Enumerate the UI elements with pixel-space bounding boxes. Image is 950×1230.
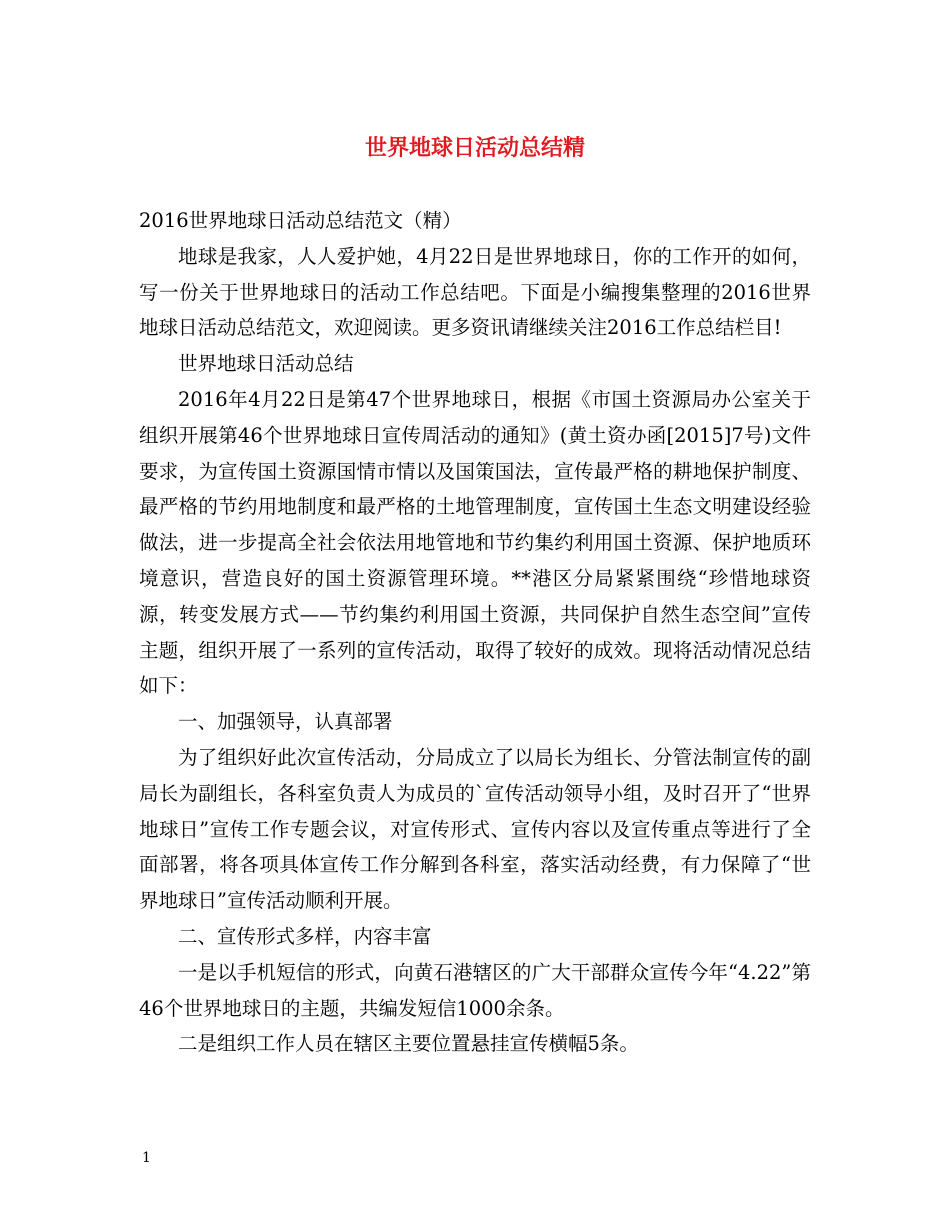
body-paragraph: 为了组织好此次宣传活动，分局成立了以局长为组长、分管法制宣传的副局长为副组长，各科室负责人为成员的`宣传活动领导小组，及时召开了“世界地球日”宣传工作专题会议，对宣传形式、宣传内容以及宣传重点等进行了全面部署，将各项具体宣传工作分解到各科室，落实活动经费，有力保障了“世界地球日”宣传活动顺利开展。 xyxy=(139,745,811,913)
body-paragraph: 二是组织工作人员在辖区主要位置悬挂宣传横幅5条。 xyxy=(178,1032,639,1056)
page-number: 1 xyxy=(142,1150,151,1166)
body-paragraph: 2016年4月22日是第47个世界地球日，根据《市国土资源局办公室关于组织开展第46个世界地球日宣传周活动的通知》(黄土资办函[2015]7号)文件要求，为宣传国土资源国情市情以及国策国法，宣传最严格的耕地保护制度、最严格的节约用地制度和最严格的土地管理制度，宣传国土生态文明建设经验做法，进一步提高全社会依法用地管地和节约集约利用国土资源、保护地质环境意识，营造良好的国土资源管理环境。**港区分局紧紧围绕“珍惜地球资源，转变发展方式——节约集约利用国土资源，共同保护自然生态空间”宣传主题，组织开展了一系列的宣传活动，取得了较好的成效。现将活动情况总结如下： xyxy=(139,387,811,698)
intro-paragraph: 地球是我家，人人爱护她，4月22日是世界地球日，你的工作开的如何，写一份关于世界地球日的活动工作总结吧。下面是小编搜集整理的2016世界地球日活动总结范文，欢迎阅读。更多资讯请继续关注2016工作总结栏目! xyxy=(139,244,811,340)
section-heading: 二、宣传形式多样，内容丰富 xyxy=(178,924,432,948)
section-heading: 世界地球日活动总结 xyxy=(178,352,354,376)
document-body xyxy=(139,203,811,1062)
body-paragraph: 一是以手机短信的形式，向黄石港辖区的广大干部群众宣传今年“4.22”第46个世界地球日的主题，共编发短信1000余条。 xyxy=(139,960,811,1020)
section-heading: 一、加强领导，认真部署 xyxy=(178,710,393,734)
page-title: 世界地球日活动总结精 xyxy=(364,135,585,161)
subtitle: 2016世界地球日活动总结范文（精） xyxy=(139,209,462,232)
